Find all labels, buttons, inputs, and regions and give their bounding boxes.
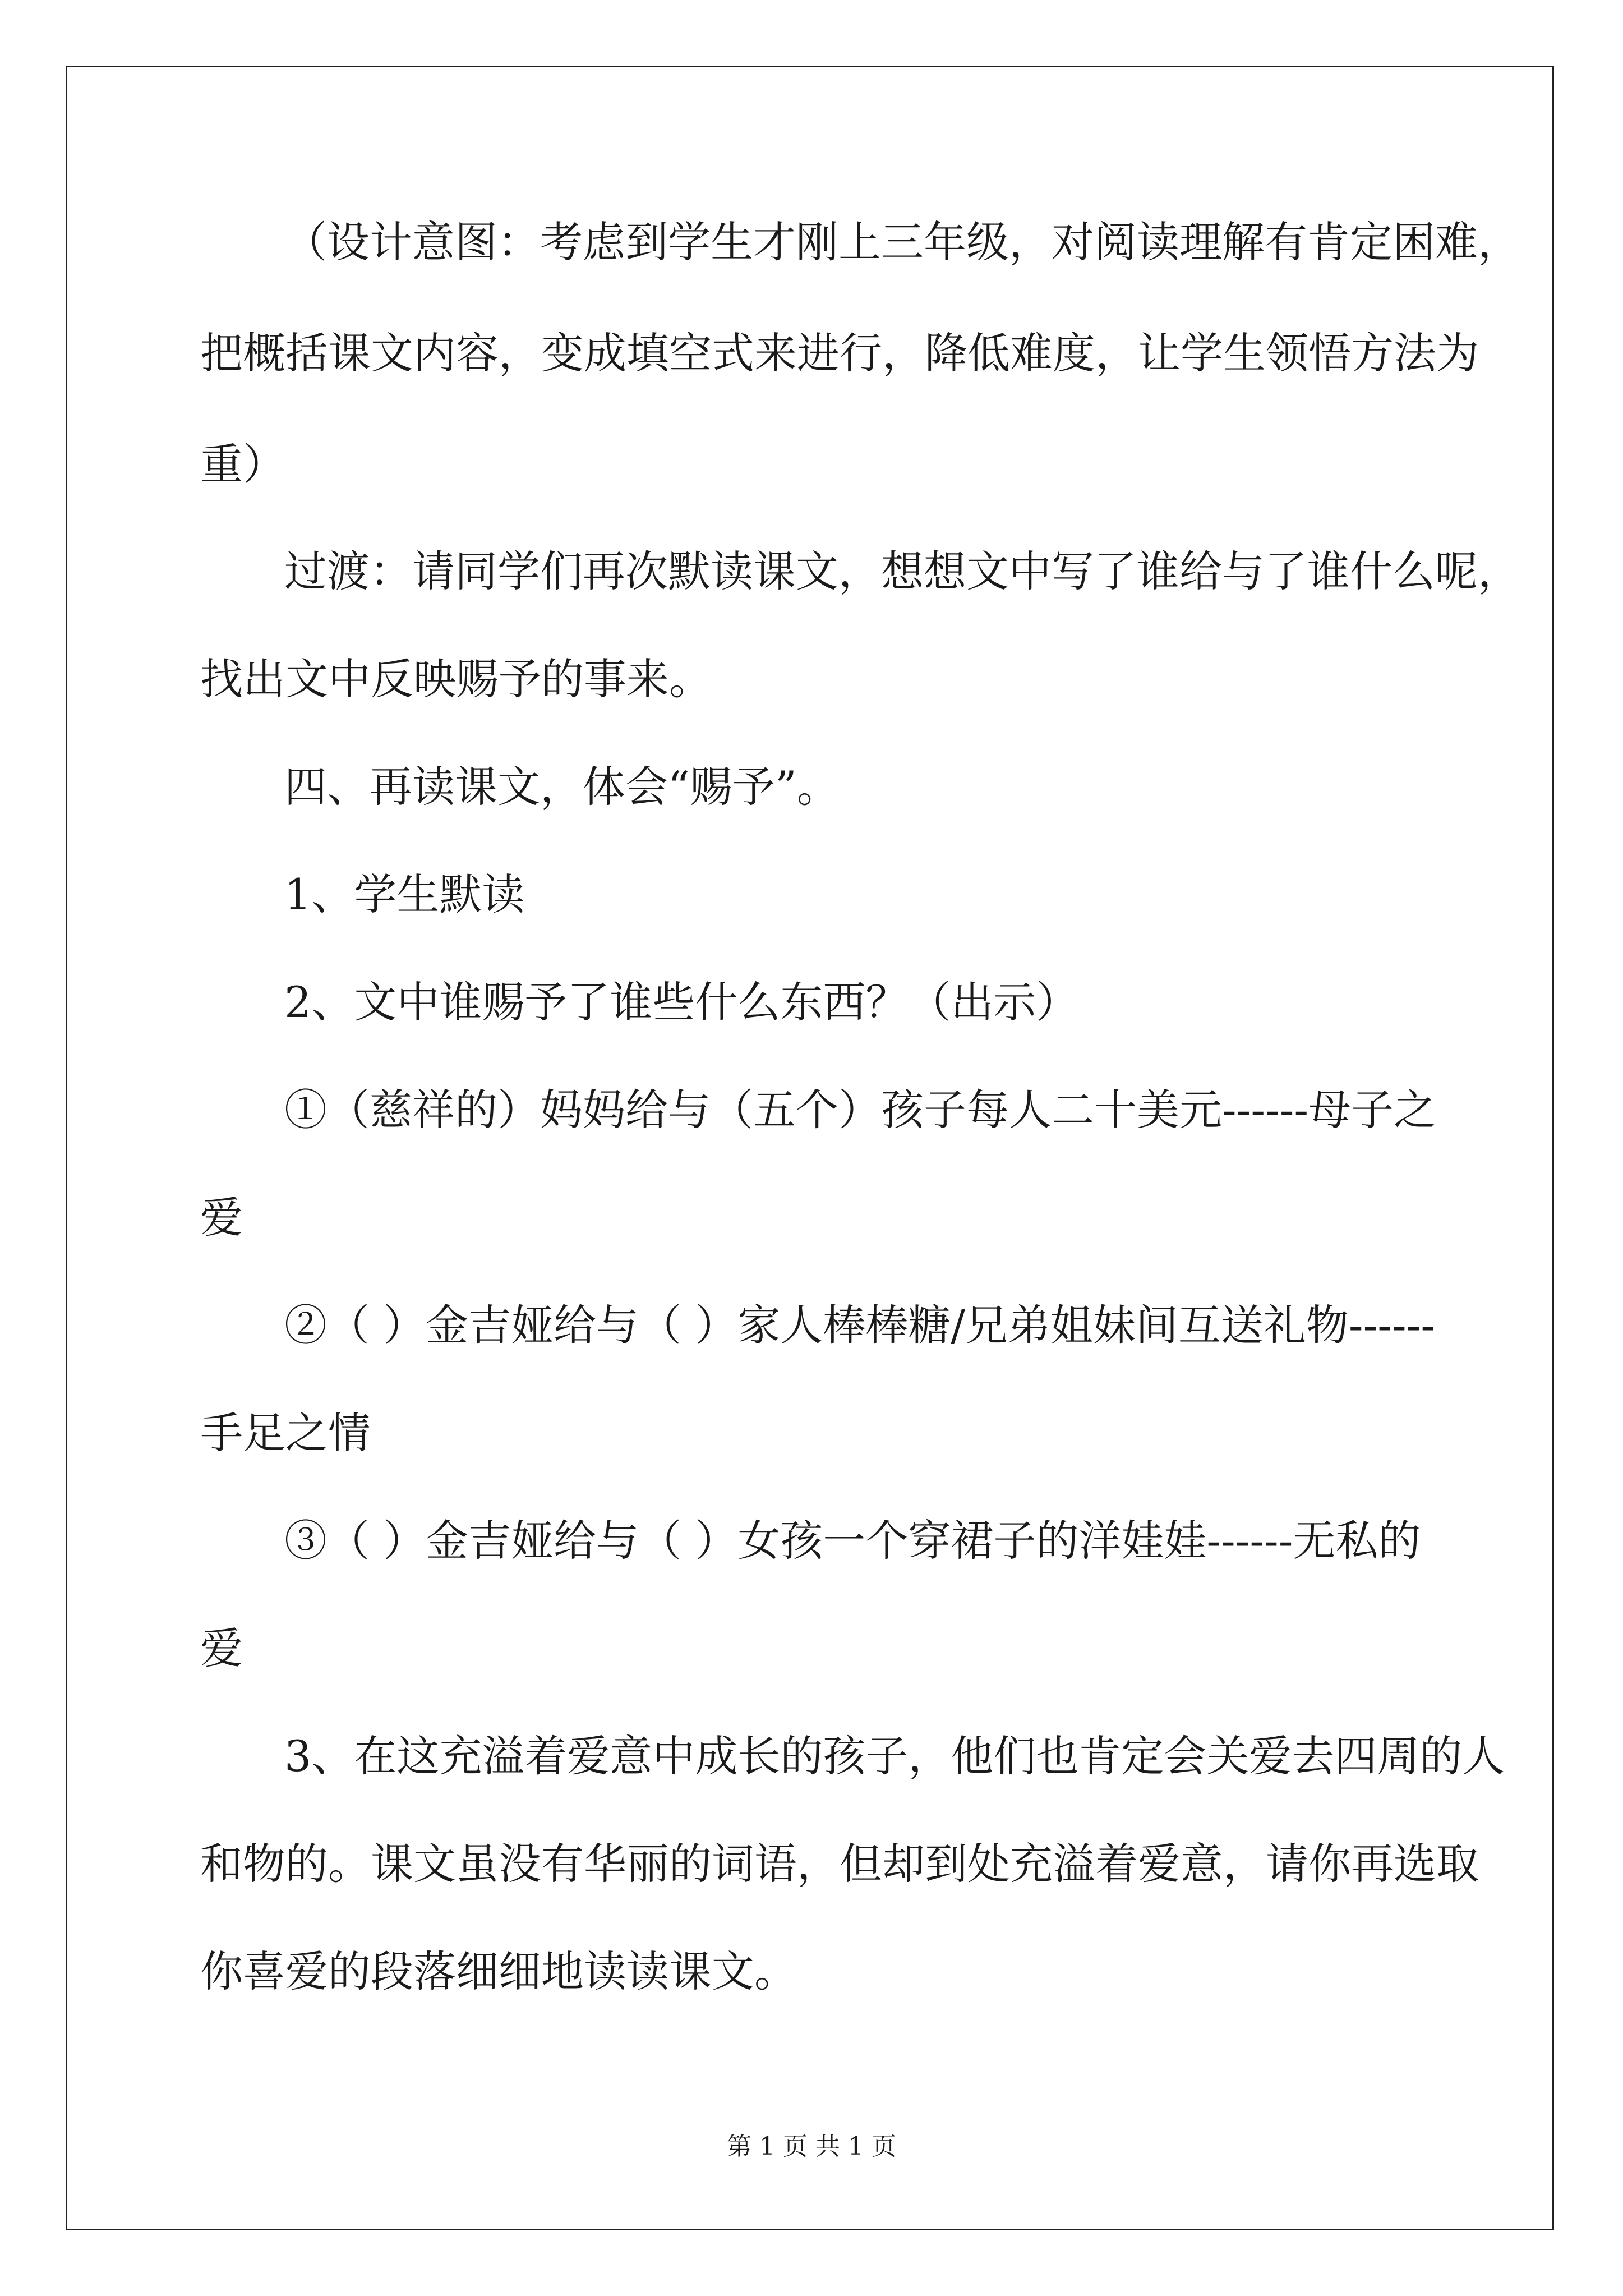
page-footer: 第 1 页 共 1 页 <box>727 2132 896 2161</box>
design-intent-line-3: 重） <box>200 439 285 489</box>
step-1: 1、学生默读 <box>284 869 525 919</box>
item-2-line-1: ②（ ）金吉娅给与（ ）家人棒棒糖/兄弟姐妹间互送礼物------ <box>284 1300 1435 1350</box>
page-border <box>66 66 1554 2230</box>
section-heading-four: 四、再读课文，体会“赐予”。 <box>284 762 840 812</box>
item-2-line-2: 手足之情 <box>200 1408 371 1458</box>
item-3-line-2: 爱 <box>200 1623 243 1673</box>
step-3-line-1: 3、在这充溢着爱意中成长的孩子，他们也肯定会关爱去四周的人 <box>284 1731 1505 1781</box>
transition-line-1: 过渡：请同学们再次默读课文，想想文中写了谁给与了谁什么呢， <box>284 546 1520 596</box>
item-1-line-1: ①（慈祥的）妈妈给与（五个）孩子每人二十美元------母子之 <box>284 1085 1437 1135</box>
step-3-line-3: 你喜爱的段落细细地读读课文。 <box>200 1947 797 1996</box>
step-2: 2、文中谁赐予了谁些什么东西？（出示） <box>284 977 1079 1027</box>
step-3-line-2: 和物的。课文虽没有华丽的词语，但却到处充溢着爱意，请你再选取 <box>200 1839 1479 1889</box>
item-3-line-1: ③（ ）金吉娅给与（ ）女孩一个穿裙子的洋娃娃------无私的 <box>284 1516 1421 1566</box>
transition-line-2: 找出文中反映赐予的事来。 <box>200 654 712 704</box>
design-intent-line-2: 把概括课文内容，变成填空式来进行，降低难度，让学生领悟方法为 <box>200 328 1479 378</box>
item-1-line-2: 爱 <box>200 1193 243 1243</box>
design-intent-line-1: （设计意图：考虑到学生才刚上三年级，对阅读理解有肯定困难， <box>284 217 1520 267</box>
